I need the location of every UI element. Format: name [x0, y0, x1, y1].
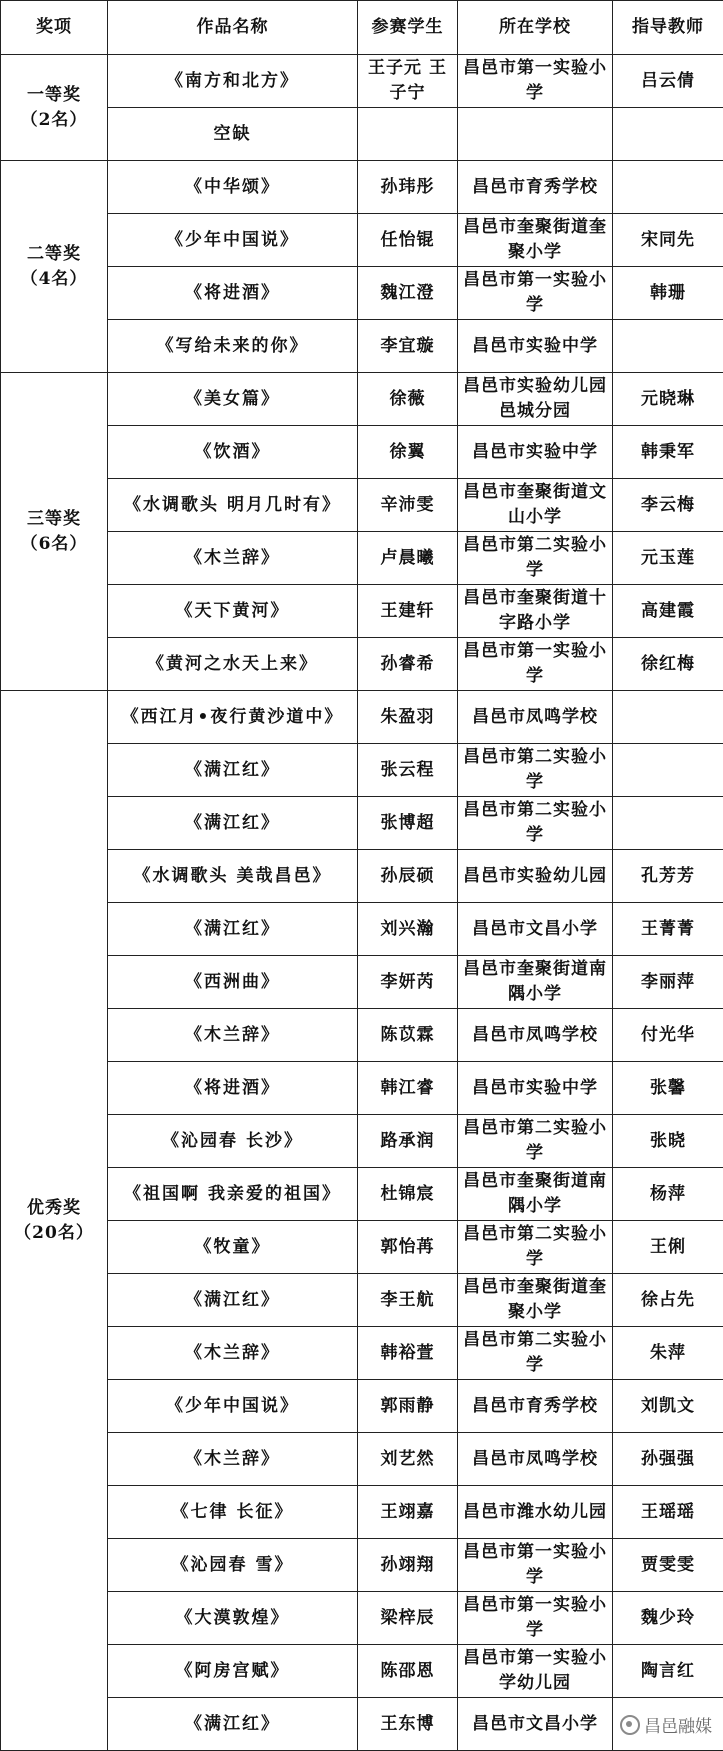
student-name: 张博超 [358, 797, 458, 850]
student-name: 刘艺然 [358, 1433, 458, 1486]
school-name: 昌邑市凤鸣学校 [458, 1433, 613, 1486]
table-row [1, 426, 723, 479]
school-name: 昌邑市实验幼儿园邑城分园 [458, 373, 613, 426]
teacher-name: 元玉莲 [613, 532, 723, 585]
table-row [1, 55, 723, 108]
teacher-name: 张晓 [613, 1115, 723, 1168]
work-title: 《木兰辞》 [108, 1433, 358, 1486]
school-name: 昌邑市文昌小学 [458, 903, 613, 956]
teacher-name [613, 744, 723, 797]
table-row [1, 1539, 723, 1592]
work-title: 《满江红》 [108, 903, 358, 956]
school-name: 昌邑市第二实验小学 [458, 1327, 613, 1380]
student-name: 王东博 [358, 1698, 458, 1751]
work-title: 《少年中国说》 [108, 1380, 358, 1433]
table-row [1, 903, 723, 956]
teacher-name: 吕云倩 [613, 55, 723, 108]
student-name: 王子元 王子宁 [358, 55, 458, 108]
student-name: 魏江澄 [358, 267, 458, 320]
table-row [1, 1698, 723, 1751]
table-row [1, 161, 723, 214]
header-award: 奖项 [1, 1, 108, 55]
work-title: 《将进酒》 [108, 1062, 358, 1115]
table-row [1, 1433, 723, 1486]
table-row [1, 1168, 723, 1221]
header-school: 所在学校 [458, 1, 613, 55]
teacher-name: 刘凯文 [613, 1380, 723, 1433]
work-title: 《阿房宫赋》 [108, 1645, 358, 1698]
table-row [1, 479, 723, 532]
work-title: 《大漠敦煌》 [108, 1592, 358, 1645]
teacher-name: 孙强强 [613, 1433, 723, 1486]
work-title: 《水调歌头 美哉昌邑》 [108, 850, 358, 903]
table-row [1, 1062, 723, 1115]
work-title: 《木兰辞》 [108, 532, 358, 585]
work-title: 《将进酒》 [108, 267, 358, 320]
table-row [1, 267, 723, 320]
student-name: 韩裕萱 [358, 1327, 458, 1380]
student-name: 陈邵恩 [358, 1645, 458, 1698]
school-name: 昌邑市实验中学 [458, 426, 613, 479]
teacher-name: 李云梅 [613, 479, 723, 532]
award-count: （2名） [5, 108, 103, 133]
student-name: 路承润 [358, 1115, 458, 1168]
student-name: 卢晨曦 [358, 532, 458, 585]
student-name: 李王航 [358, 1274, 458, 1327]
teacher-name: 孔芳芳 [613, 850, 723, 903]
teacher-name: 张馨 [613, 1062, 723, 1115]
student-name: 孙睿希 [358, 638, 458, 691]
student-name: 王建轩 [358, 585, 458, 638]
teacher-name [613, 797, 723, 850]
work-title: 《七律 长征》 [108, 1486, 358, 1539]
student-name: 朱盈羽 [358, 691, 458, 744]
school-name: 昌邑市第一实验小学 [458, 55, 613, 108]
work-title: 《满江红》 [108, 1698, 358, 1751]
school-name: 昌邑市凤鸣学校 [458, 1009, 613, 1062]
school-name: 昌邑市第二实验小学 [458, 1221, 613, 1274]
teacher-name [613, 108, 723, 161]
award-cell-first [1, 55, 108, 161]
table-row [1, 1645, 723, 1698]
school-name: 昌邑市文昌小学 [458, 1698, 613, 1751]
table-header-row [1, 1, 723, 55]
award-cell-excellent [1, 691, 108, 1751]
school-name: 昌邑市第二实验小学 [458, 532, 613, 585]
school-name: 昌邑市第一实验小学 [458, 267, 613, 320]
table-row [1, 1009, 723, 1062]
teacher-name [613, 161, 723, 214]
student-name: 孙翊翔 [358, 1539, 458, 1592]
student-name: 徐薇 [358, 373, 458, 426]
watermark-text: 昌邑融媒 [644, 1717, 712, 1737]
work-title: 《满江红》 [108, 1274, 358, 1327]
student-name: 梁梓辰 [358, 1592, 458, 1645]
teacher-name: 王菁菁 [613, 903, 723, 956]
work-title: 《天下黄河》 [108, 585, 358, 638]
work-title: 《饮酒》 [108, 426, 358, 479]
award-count: （4名） [5, 267, 103, 292]
table-row [1, 585, 723, 638]
watermark [617, 1711, 715, 1738]
school-name: 昌邑市第一实验小学幼儿园 [458, 1645, 613, 1698]
school-name: 昌邑市育秀学校 [458, 1380, 613, 1433]
school-name: 昌邑市奎聚街道南隅小学 [458, 1168, 613, 1221]
table-row [1, 850, 723, 903]
student-name: 孙辰硕 [358, 850, 458, 903]
student-name: 韩江睿 [358, 1062, 458, 1115]
student-name: 王翊嘉 [358, 1486, 458, 1539]
table-row [1, 638, 723, 691]
work-title: 空缺 [108, 108, 358, 161]
teacher-name: 贾雯雯 [613, 1539, 723, 1592]
work-title: 《木兰辞》 [108, 1009, 358, 1062]
school-name: 昌邑市奎聚街道文山小学 [458, 479, 613, 532]
table-row [1, 1486, 723, 1539]
work-title: 《满江红》 [108, 744, 358, 797]
work-title: 《西江月•夜行黄沙道中》 [108, 691, 358, 744]
student-name: 李妍芮 [358, 956, 458, 1009]
table-row [1, 532, 723, 585]
school-name: 昌邑市第一实验小学 [458, 638, 613, 691]
table-row [1, 108, 723, 161]
table-row [1, 1221, 723, 1274]
school-name: 昌邑市第二实验小学 [458, 1115, 613, 1168]
student-name: 辛沛雯 [358, 479, 458, 532]
work-title: 《中华颂》 [108, 161, 358, 214]
award-cell-third [1, 373, 108, 691]
table-row [1, 1592, 723, 1645]
award-name: 优秀奖 [5, 1196, 103, 1221]
award-cell-second [1, 161, 108, 373]
student-name: 徐翼 [358, 426, 458, 479]
work-title: 《黄河之水天上来》 [108, 638, 358, 691]
school-name: 昌邑市潍水幼儿园 [458, 1486, 613, 1539]
work-title: 《祖国啊 我亲爱的祖国》 [108, 1168, 358, 1221]
work-title: 《木兰辞》 [108, 1327, 358, 1380]
student-name: 郭雨静 [358, 1380, 458, 1433]
table-row [1, 744, 723, 797]
school-name: 昌邑市奎聚街道奎聚小学 [458, 214, 613, 267]
work-title: 《牧童》 [108, 1221, 358, 1274]
teacher-name [613, 320, 723, 373]
school-name: 昌邑市奎聚街道南隅小学 [458, 956, 613, 1009]
header-student: 参赛学生 [358, 1, 458, 55]
school-name: 昌邑市凤鸣学校 [458, 691, 613, 744]
award-count: （6名） [5, 532, 103, 557]
teacher-name: 徐占先 [613, 1274, 723, 1327]
school-name: 昌邑市实验中学 [458, 1062, 613, 1115]
award-count: （20名） [5, 1221, 103, 1246]
teacher-name: 徐红梅 [613, 638, 723, 691]
table-row [1, 691, 723, 744]
student-name: 杜锦宸 [358, 1168, 458, 1221]
award-name: 二等奖 [5, 242, 103, 267]
student-name: 郭怡苒 [358, 1221, 458, 1274]
table-row [1, 373, 723, 426]
school-name: 昌邑市第二实验小学 [458, 744, 613, 797]
school-name: 昌邑市奎聚街道奎聚小学 [458, 1274, 613, 1327]
teacher-name: 陶言红 [613, 1645, 723, 1698]
work-title: 《写给未来的你》 [108, 320, 358, 373]
award-name: 一等奖 [5, 83, 103, 108]
table-row [1, 1115, 723, 1168]
wechat-logo-icon [620, 1715, 640, 1735]
table-row [1, 214, 723, 267]
table-row [1, 797, 723, 850]
teacher-name: 王瑶瑶 [613, 1486, 723, 1539]
table-row [1, 1274, 723, 1327]
work-title: 《少年中国说》 [108, 214, 358, 267]
school-name: 昌邑市奎聚街道十字路小学 [458, 585, 613, 638]
teacher-name: 李丽萍 [613, 956, 723, 1009]
student-name: 张云程 [358, 744, 458, 797]
teacher-name: 韩珊 [613, 267, 723, 320]
teacher-name: 朱萍 [613, 1327, 723, 1380]
student-name: 李宜璇 [358, 320, 458, 373]
work-title: 《沁园春 长沙》 [108, 1115, 358, 1168]
work-title: 《美女篇》 [108, 373, 358, 426]
work-title: 《沁园春 雪》 [108, 1539, 358, 1592]
teacher-name: 元晓琳 [613, 373, 723, 426]
teacher-name: 杨萍 [613, 1168, 723, 1221]
school-name [458, 108, 613, 161]
school-name: 昌邑市第二实验小学 [458, 797, 613, 850]
header-work: 作品名称 [108, 1, 358, 55]
table-row [1, 1380, 723, 1433]
school-name: 昌邑市第一实验小学 [458, 1539, 613, 1592]
teacher-name: 魏少玲 [613, 1592, 723, 1645]
student-name: 任怡锟 [358, 214, 458, 267]
award-name: 三等奖 [5, 507, 103, 532]
student-name: 孙玮彤 [358, 161, 458, 214]
school-name: 昌邑市第一实验小学 [458, 1592, 613, 1645]
school-name: 昌邑市育秀学校 [458, 161, 613, 214]
teacher-name: 韩秉军 [613, 426, 723, 479]
teacher-name: 高建霞 [613, 585, 723, 638]
work-title: 《南方和北方》 [108, 55, 358, 108]
table-row [1, 320, 723, 373]
school-name: 昌邑市实验中学 [458, 320, 613, 373]
work-title: 《满江红》 [108, 797, 358, 850]
work-title: 《水调歌头 明月几时有》 [108, 479, 358, 532]
student-name: 刘兴瀚 [358, 903, 458, 956]
teacher-name: 宋同先 [613, 214, 723, 267]
table-row [1, 956, 723, 1009]
header-teacher: 指导教师 [613, 1, 723, 55]
teacher-name [613, 691, 723, 744]
work-title: 《西洲曲》 [108, 956, 358, 1009]
school-name: 昌邑市实验幼儿园 [458, 850, 613, 903]
student-name [358, 108, 458, 161]
teacher-name: 王俐 [613, 1221, 723, 1274]
table-row [1, 1327, 723, 1380]
teacher-name: 付光华 [613, 1009, 723, 1062]
student-name: 陈苡霖 [358, 1009, 458, 1062]
